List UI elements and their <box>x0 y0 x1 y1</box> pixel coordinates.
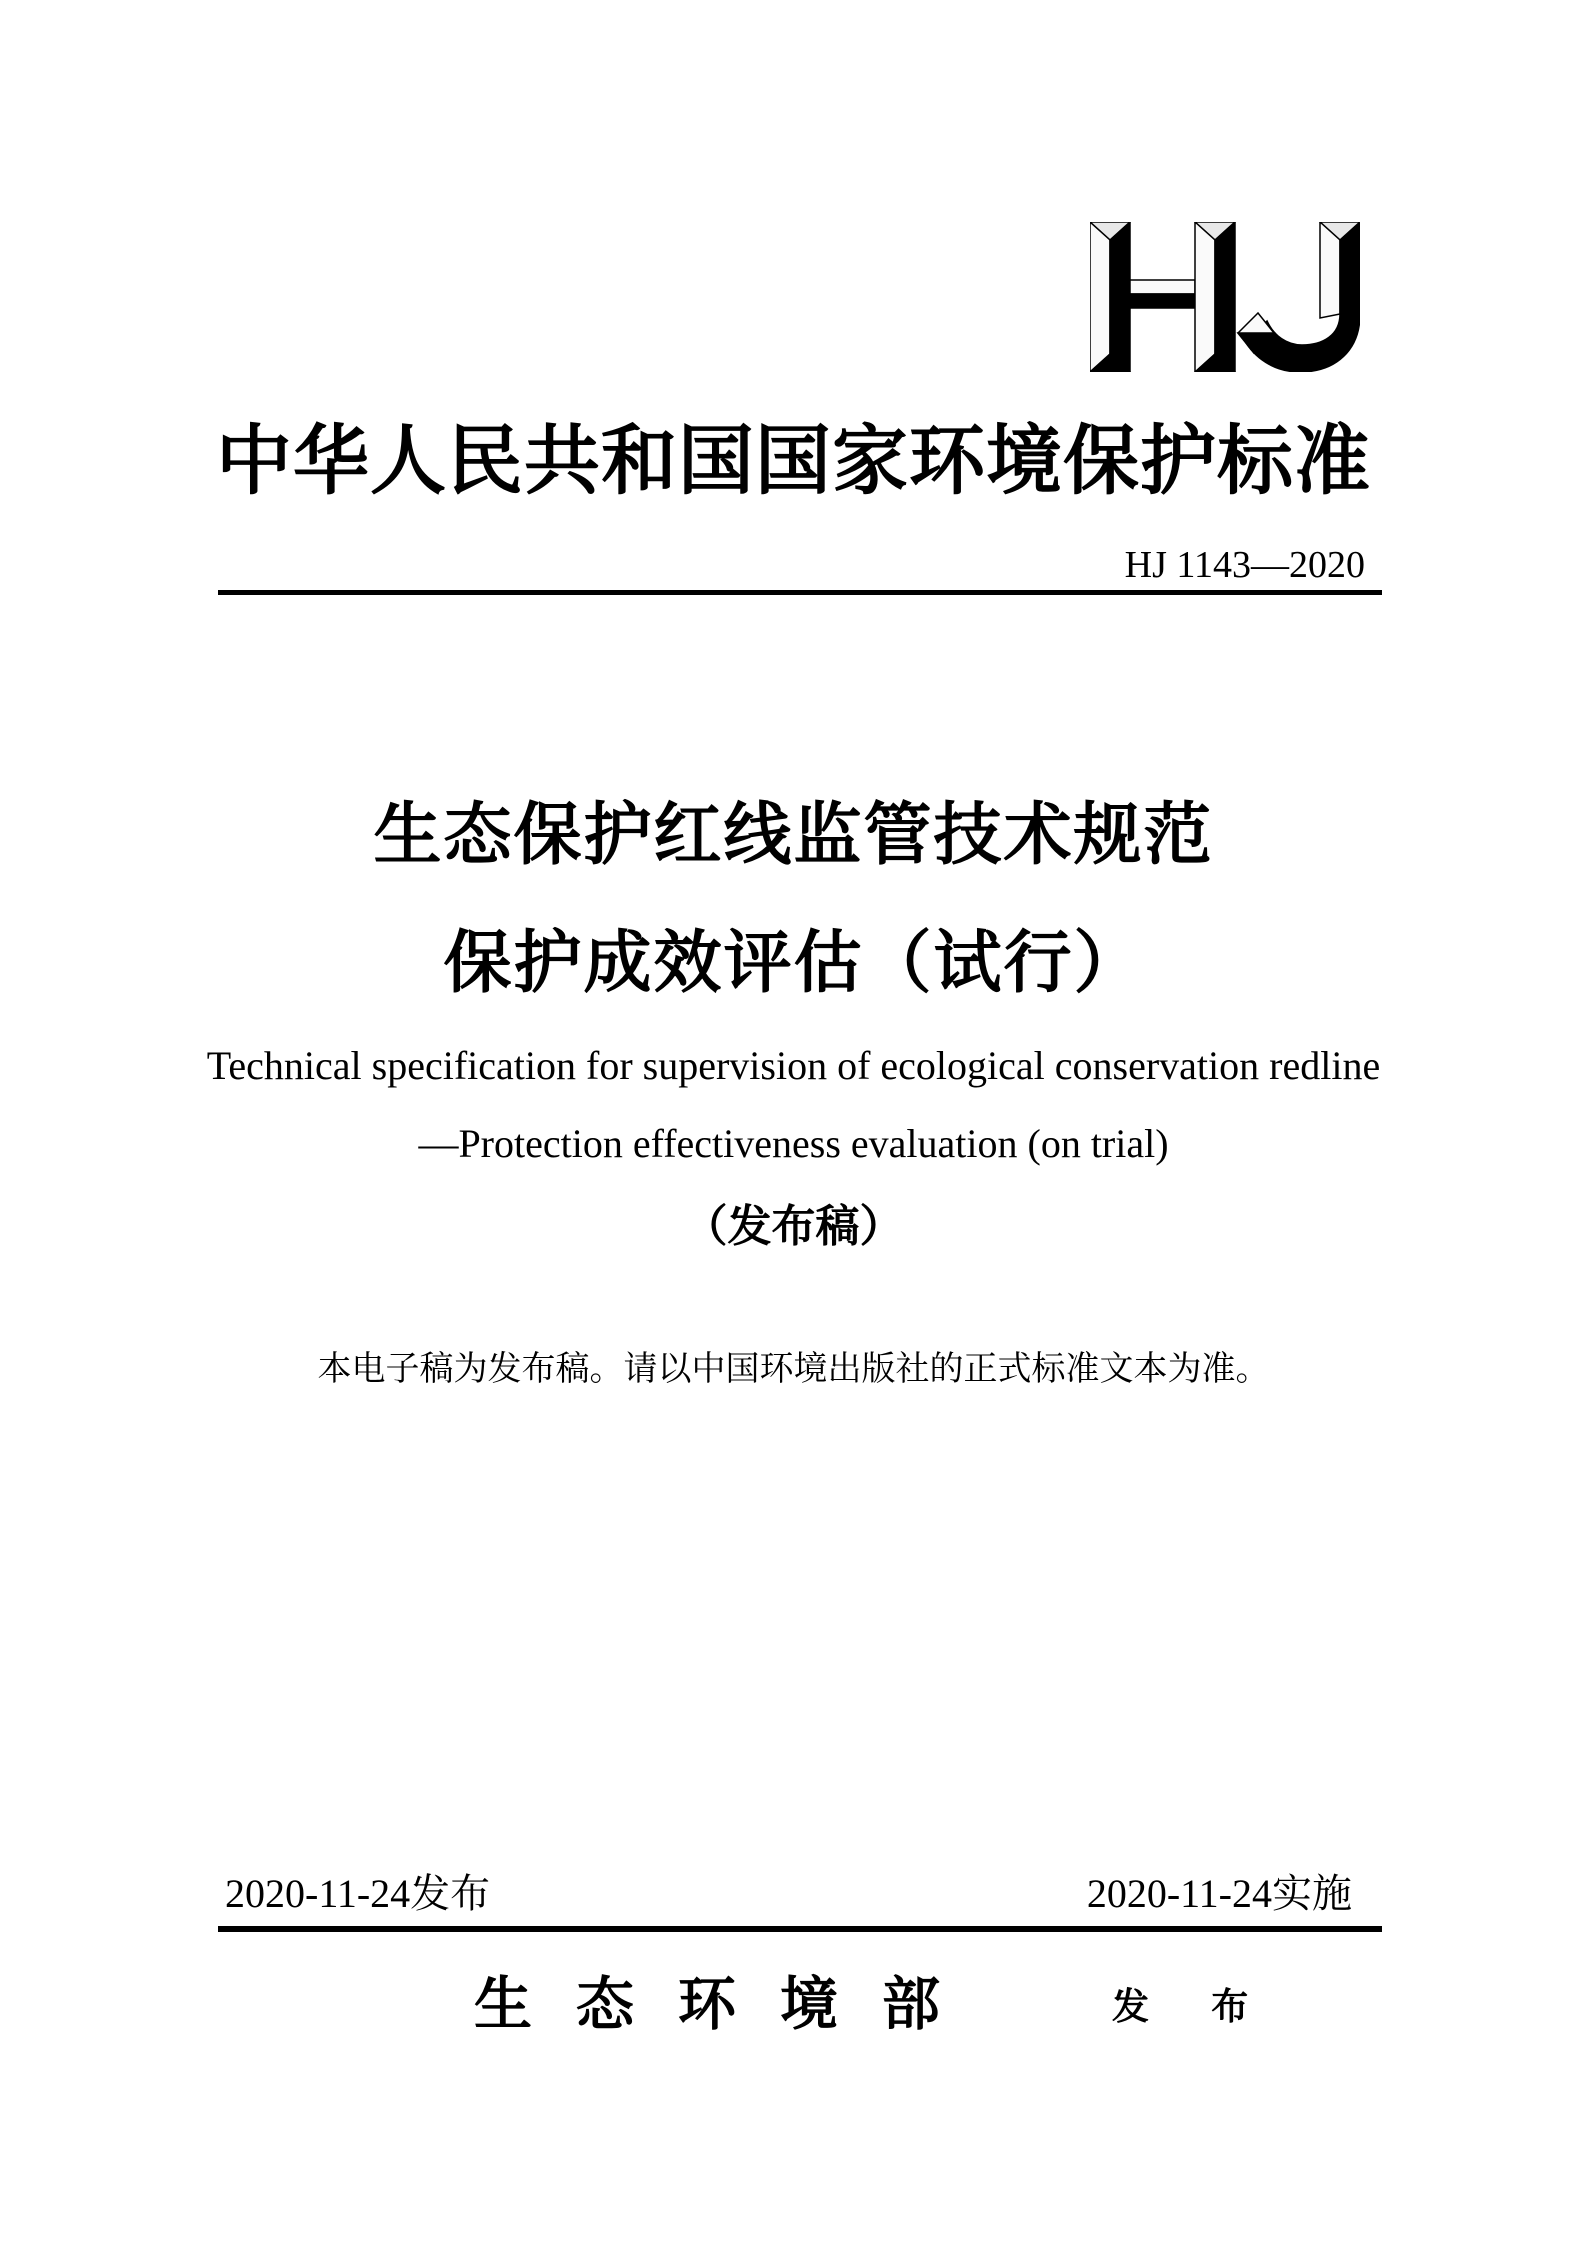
title-zh-line1: 生态保护红线监管技术规范 <box>373 797 1214 873</box>
implementation-date: 2020-11-24实施 <box>1086 1871 1352 1916</box>
top-rule <box>218 590 1382 595</box>
title-en-line2: —Protection effectiveness evaluation (on trial) <box>418 1121 1169 1166</box>
hj-logo-icon <box>1090 222 1360 372</box>
publish-label: 发 布 <box>1112 1986 1275 2027</box>
bottom-rule <box>218 1926 1382 1932</box>
title-zh-line2: 保护成效评估（试行） <box>443 925 1144 1001</box>
standard-number: HJ 1143—2020 <box>1124 544 1365 586</box>
issue-date: 2020-11-24发布 <box>225 1871 491 1916</box>
electronic-draft-notice: 本电子稿为发布稿。请以中国环境出版社的正式标准文本为准。 <box>317 1351 1270 1388</box>
title-en-line1: Technical specification for supervision of ecological conservation redline <box>206 1043 1381 1088</box>
issuing-authority: 生态环境部 <box>474 1972 985 2037</box>
draft-version-label: （发布稿） <box>683 1202 904 1251</box>
national-standard-heading: 中华人民共和国国家环境保护标准 <box>216 420 1371 504</box>
